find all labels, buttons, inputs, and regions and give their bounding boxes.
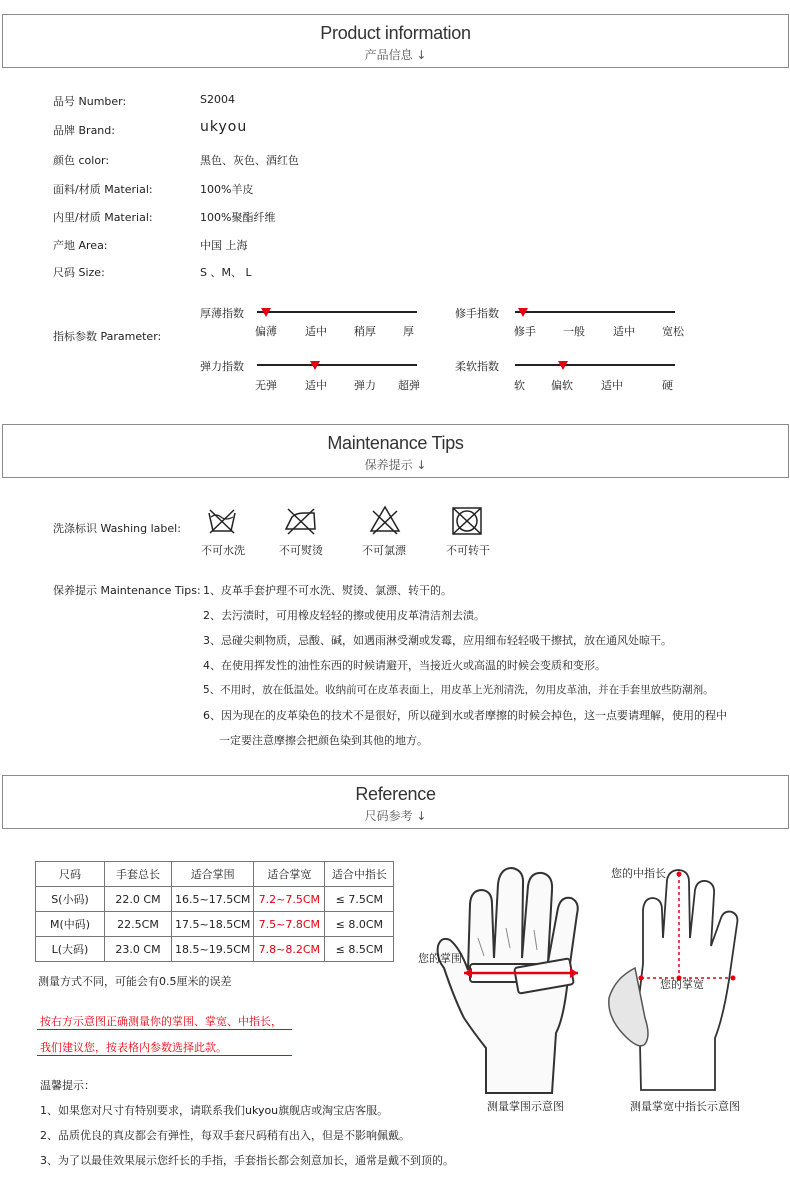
- scale-line: [257, 364, 417, 366]
- tip-item: 2、去污渍时，可用橡皮轻轻的擦或使用皮革清洁剂去渍。: [203, 609, 485, 622]
- wash-label: 不可转干: [446, 544, 490, 557]
- scale-label: 适中: [613, 325, 635, 338]
- tip-item: 6、因为现在的皮革染色的技术不是很好，所以碰到水或者摩擦的时候会掉色，这一点要请理解，使用的程中: [203, 709, 727, 722]
- info-value: S2004: [200, 93, 235, 106]
- table-cell: 18.5~19.5CM: [172, 937, 254, 962]
- info-value: 100%羊皮: [200, 183, 254, 196]
- red-note: 我们建议您，按表格内参数选择此款。: [40, 1041, 227, 1054]
- table-cell: 22.0 CM: [105, 887, 172, 912]
- red-note: 按右方示意图正确测量你的掌围、掌宽、中指长，: [40, 1015, 282, 1028]
- measure-note: 测量方式不同，可能会有0.5厘米的误差: [38, 975, 232, 988]
- column-header: 适合掌围: [172, 862, 254, 887]
- table-cell: ≤ 7.5CM: [325, 887, 394, 912]
- size-table: [35, 861, 394, 962]
- scale-label: 弹力: [354, 379, 376, 392]
- table-cell: 22.5CM: [105, 912, 172, 937]
- parameter-label: 指标参数 Parameter:: [53, 330, 162, 343]
- diagram-caption: 测量掌围示意图: [487, 1100, 564, 1113]
- table-cell: 17.5~18.5CM: [172, 912, 254, 937]
- reference-header: [2, 775, 789, 829]
- table-row: [36, 912, 394, 937]
- table-cell: ≤ 8.5CM: [325, 937, 394, 962]
- warm-tips-title: 温馨提示：: [40, 1079, 95, 1092]
- table-cell: 7.5~7.8CM: [254, 912, 325, 937]
- tip-item: 5、不用时，放在低温处。收纳前可在皮革表面上，用皮革上光剂清洗，勿用皮革油，并在手套里放些防潮剂。: [203, 684, 714, 696]
- warm-tip: 1、如果您对尺寸有特别要求，请联系我们ukyou旗舰店或淘宝店客服。: [40, 1104, 389, 1117]
- info-value: 中国 上海: [200, 239, 248, 252]
- table-cell: 7.2~7.5CM: [254, 887, 325, 912]
- scale-title: 厚薄指数: [200, 307, 244, 320]
- column-header: 尺码: [36, 862, 105, 887]
- scale-line: [515, 364, 675, 366]
- scale-label: 稍厚: [354, 325, 376, 338]
- scale-label: 修手: [514, 325, 536, 338]
- info-label: 颜色 color:: [53, 154, 110, 167]
- table-cell: 16.5~17.5CM: [172, 887, 254, 912]
- scale-label: 宽松: [662, 325, 684, 338]
- info-label: 品牌 Brand:: [53, 124, 115, 137]
- scale-marker: [261, 308, 271, 317]
- column-header: 手套总长: [105, 862, 172, 887]
- info-value: S 、M、 L: [200, 266, 252, 279]
- section-title: Product information: [320, 23, 471, 43]
- scale-label: 适中: [305, 379, 327, 392]
- info-label: 产地 Area:: [53, 239, 108, 252]
- finger-length-label: 您的中指长: [611, 867, 666, 880]
- washing-label: 洗涤标识 Washing label:: [53, 522, 181, 535]
- table-row: [36, 887, 394, 912]
- scale-label: 硬: [662, 379, 673, 392]
- scale-title: 弹力指数: [200, 360, 244, 373]
- palm-width-label: 您的掌宽: [660, 978, 704, 991]
- scale-label: 一般: [563, 325, 585, 338]
- table-header-row: [36, 862, 394, 887]
- tip-item: 一定要注意摩擦会把颜色染到其他的地方。: [219, 734, 428, 747]
- product-info-header: [2, 14, 789, 68]
- table-cell: L(大码): [36, 937, 105, 962]
- column-header: 适合中指长: [325, 862, 394, 887]
- no-tumble-dry-icon: [451, 506, 483, 539]
- info-label: 尺码 Size:: [53, 266, 105, 279]
- palm-label: 您的掌围: [418, 952, 462, 965]
- scale-marker: [518, 308, 528, 317]
- wash-label: 不可氯漂: [362, 544, 406, 557]
- maintenance-header: [2, 424, 789, 478]
- scale-line: [257, 311, 417, 313]
- scale-label: 偏软: [551, 379, 573, 392]
- section-title: Maintenance Tips: [327, 433, 464, 453]
- diagram-caption: 测量掌宽中指长示意图: [630, 1100, 740, 1113]
- scale-label: 适中: [305, 325, 327, 338]
- tip-item: 1、皮革手套护理不可水洗、熨烫、氯漂、转干的。: [203, 584, 452, 597]
- scale-title: 柔软指数: [455, 360, 499, 373]
- scale-label: 超弹: [398, 379, 420, 392]
- no-iron-icon: [284, 507, 318, 538]
- red-underline: [37, 1055, 292, 1056]
- warm-tip: 2、品质优良的真皮都会有弹性，每双手套尺码稍有出入，但是不影响佩戴。: [40, 1129, 410, 1142]
- info-value: 黑色、灰色、酒红色: [200, 154, 299, 167]
- table-cell: S(小码): [36, 887, 105, 912]
- scale-marker: [310, 361, 320, 370]
- wash-label: 不可熨烫: [279, 544, 323, 557]
- table-cell: 23.0 CM: [105, 937, 172, 962]
- red-underline: [37, 1029, 292, 1030]
- section-subtitle: 保养提示 ↓: [364, 458, 427, 472]
- palm-circumference-diagram: [416, 858, 596, 1101]
- table-cell: 7.8~8.2CM: [254, 937, 325, 962]
- tips-label: 保养提示 Maintenance Tips:: [53, 584, 201, 597]
- tip-item: 3、忌碰尖刺物质，忌酸、碱，如遇雨淋受潮或发霉，应用细布轻轻吸干擦拭，放在通风处晾干。: [203, 634, 672, 647]
- scale-label: 适中: [601, 379, 623, 392]
- scale-title: 修手指数: [455, 307, 499, 320]
- tip-item: 4、在使用挥发性的油性东西的时候请避开，当接近火或高温的时候会变质和变形。: [203, 659, 606, 672]
- section-subtitle: 产品信息 ↓: [364, 48, 427, 62]
- table-row: [36, 937, 394, 962]
- section-subtitle: 尺码参考 ↓: [364, 809, 427, 823]
- section-title: Reference: [355, 784, 436, 804]
- info-label: 内里/材质 Material:: [53, 211, 153, 224]
- info-label: 面料/材质 Material:: [53, 183, 153, 196]
- info-value: 100%聚酯纤维: [200, 211, 276, 224]
- scale-label: 厚: [403, 325, 414, 338]
- table-cell: M(中码): [36, 912, 105, 937]
- no-wash-icon: [207, 507, 237, 538]
- scale-label: 偏薄: [255, 325, 277, 338]
- info-label: 品号 Number:: [53, 95, 127, 108]
- scale-line: [515, 311, 675, 313]
- table-cell: ≤ 8.0CM: [325, 912, 394, 937]
- no-bleach-icon: [369, 505, 401, 538]
- warm-tip: 3、为了以最佳效果展示您纤长的手指，手套指长都会刻意加长，通常是戴不到顶的。: [40, 1154, 454, 1167]
- scale-marker: [558, 361, 568, 370]
- wash-label: 不可水洗: [201, 544, 245, 557]
- scale-label: 软: [514, 379, 525, 392]
- column-header: 适合掌宽: [254, 862, 325, 887]
- scale-label: 无弹: [255, 379, 277, 392]
- brand-value: ukyou: [200, 119, 248, 135]
